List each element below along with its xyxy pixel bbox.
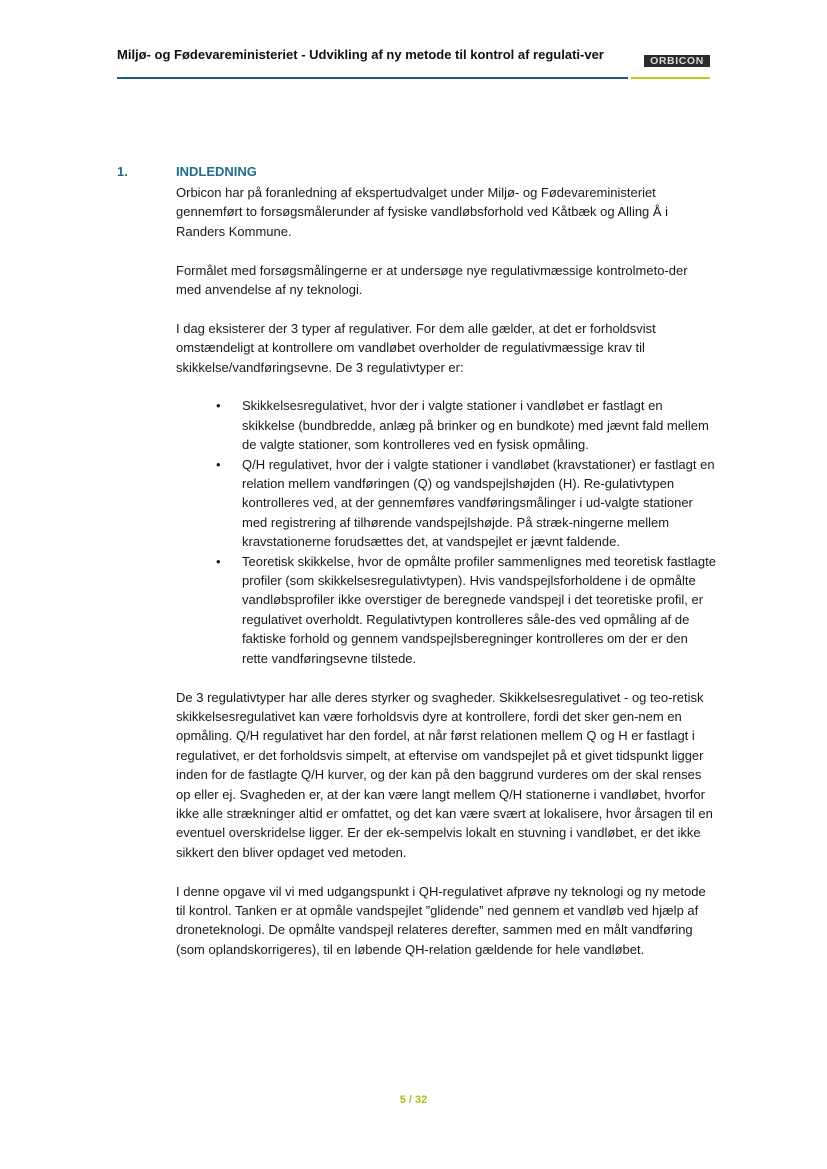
bullet-icon: •	[216, 398, 221, 414]
paragraph: De 3 regulativtyper har alle deres styrker og svagheder. Skikkelsesregulativet - og teo-retisk skikkelsesregulativet kan være forholdsvis dyre at kontrollere, fordi det sker gen-nem en opmåling. Q/H regulativet har den fordel, at når først relationen mellem Q og H er fastlagt i regulativet, er det forholdsvis simpelt, at eftervise om vandspejlet på et givet tidspunkt ligger inden for de fastlagte Q/H kurver, og der kan på den baggrund vurderes om der skal renses op eller ej. Svagheden er, at der kan være langt mellem Q/H stationerne i vandløbet, hvorfor ikke alle strækninger altid er omfattet, og det kan være svært at lokalisere, hvor årsagen til en eventuel overskridelse ligger. Er der ek-sempelvis lokalt en stuvning i vandløbet, er det ikke sikkert den bliver opdaget ved metoden.	[176, 689, 713, 860]
list-item	[176, 455, 716, 552]
list-item	[176, 396, 716, 454]
page-number: 5 / 32	[399, 1094, 428, 1106]
list-item	[176, 552, 716, 668]
paragraph: Orbicon har på foranledning af ekspertudvalget under Miljø- og Fødevareministeriet gennemført to forsøgsmålerunder af fysiske vandløbsforhold ved Kåtbæk og Alling Å i Randers Kommune.	[176, 185, 669, 239]
bullet-icon: •	[216, 456, 221, 472]
header-title: Miljø- og Fødevareministeriet - Udvikling af ny metode til kontrol af regulati-ver	[117, 47, 604, 62]
list-item-text: Skikkelsesregulativet, hvor der i valgte stationer i vandløbet er fastlagt en skikkelse (bundbredde, anlæg på brinker og en bundkote) med jævnt fald mellem de valgte stationer, som kontrolleres ved en fysisk opmåling.	[242, 398, 709, 453]
list-item-text: Teoretisk skikkelse, hvor de opmålte profiler sammenlignes med teoretisk fastlagte profiler (som skikkelsesregulativtypen). Hvis vandspejlsforholdene i de opmålte vandløbsprofiler ikke overstiger de beregnede vandspejl i det teoretiske profil, er regulativet overholdt. Regulativtypen kontrolleres såle-des ved opmåling af de faktiske forhold og gennem vandspejlsberegninger kontrolleres om der er den rette vandføringsevne tilstede.	[242, 553, 716, 666]
paragraph: I denne opgave vil vi med udgangspunkt i QH-regulativet afprøve ny teknologi og ny metode til kontrol. Tanken er at opmåle vandspejlet ”glidende” ned gennem et vandløb ved hjælp af droneteknologi. De opmålte vandspejl relateres derefter, sammen med en målt vandføring (som oplandskorrigeres), til en løbende QH-relation gældende for hele vandløbet.	[176, 883, 706, 957]
paragraph: I dag eksisterer der 3 typer af regulativer. For dem alle gælder, at det er forholdsvist omstændeligt at kontrollere om vandløbet overholder de regulativmæssige krav til skikkelse/vandføringsevne. De 3 regulativtyper er:	[176, 320, 656, 375]
paragraph: Formålet med forsøgsmålingerne er at undersøge nye regulativmæssige kontrolmeto-der med anvendelse af ny teknologi.	[176, 262, 688, 298]
header-rule-green	[631, 77, 710, 79]
section-number: 1.	[117, 164, 128, 179]
section-title: INDLEDNING	[176, 164, 257, 179]
document-body	[176, 183, 716, 979]
list-item-text: Q/H regulativet, hvor der i valgte stationer i vandløbet (kravstationer) er fastlagt en relation mellem vandføringen (Q) og vandspejlshøjden (H). Re-gulativtypen kontrolleres ved, at der gennemføres vandføringsmålinger i ud-valgte stationer med registrering af tilhørende vandspejlshøjde. På stræk-ningerne mellem kravstationerne forudsættes det, at vandspejlet er jævnt faldende.	[242, 456, 715, 550]
regulation-types-list	[176, 396, 716, 668]
bullet-icon: •	[216, 553, 221, 569]
orbicon-logo: ORBICON	[644, 55, 710, 67]
header-rule-blue	[117, 77, 628, 79]
